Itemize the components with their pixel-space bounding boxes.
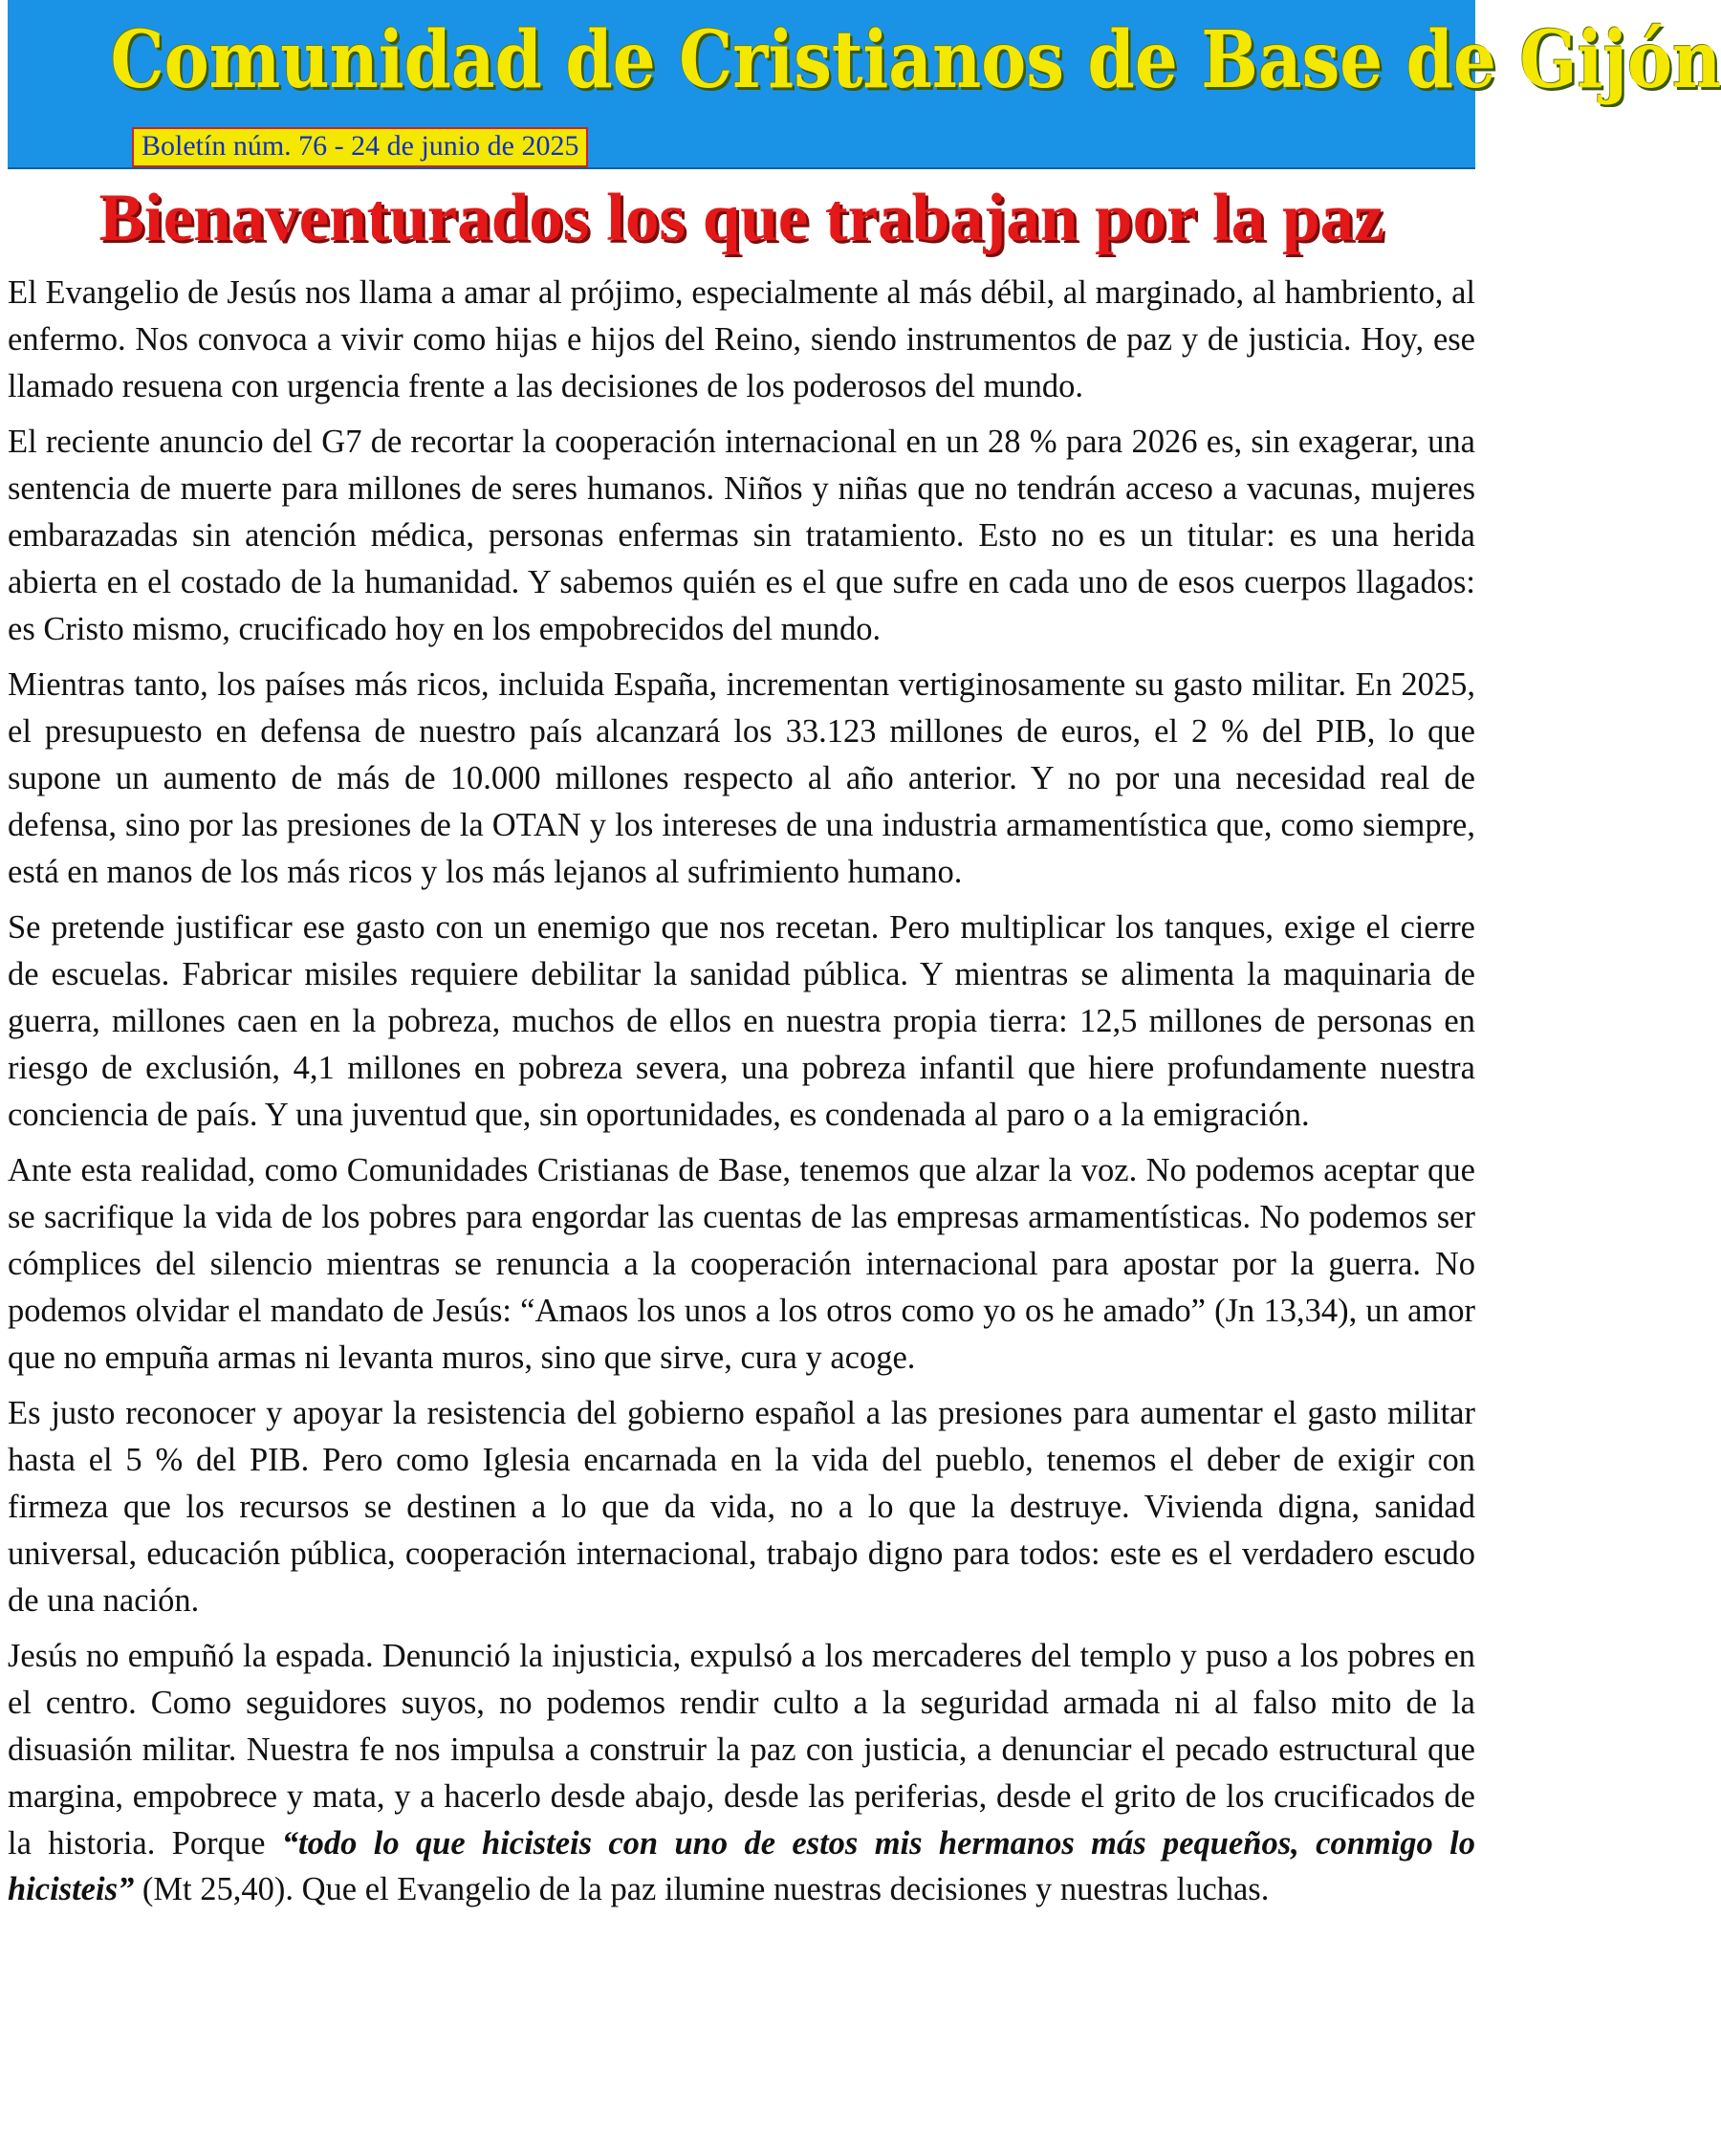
- closing-text-after-quote: (Mt 25,40). Que el Evangelio de la paz ilumine nuestras decisiones y nuestras luchas.: [134, 1871, 1270, 1908]
- masthead-title: Comunidad de Cristianos de Base de Gijón: [110, 14, 1721, 106]
- article-body: [8, 270, 1475, 1923]
- headline: Bienaventurados los que trabajan por la paz: [98, 181, 1384, 255]
- article-paragraph-5: Ante esta realidad, como Comunidades Cristianas de Base, tenemos que alzar la voz. No podemos aceptar que se sacrifique la vida de los pobres para engordar las cuentas de las empresas armamentísticas. No podemos ser cómplices del silencio mientras se renuncia a la cooperación internacional para apostar por la guerra. No podemos olvidar el mandato de Jesús: “Amaos los unos a los otros como yo os he amado” (Jn 13,34), un amor que no empuña armas ni levanta muros, sino que sirve, cura y acoge.: [8, 1152, 1475, 1376]
- article-paragraph-4: Se pretende justificar ese gasto con un enemigo que nos recetan. Pero multiplicar los tanques, exige el cierre de escuelas. Fabricar misiles requiere debilitar la sanidad pública. Y mientras se alimenta la maquinaria de guerra, millones caen en la pobreza, muchos de ellos en nuestra propia tierra: 12,5 millones de personas en riesgo de exclusión, 4,1 millones en pobreza severa, una pobreza infantil que hiere profundamente nuestra conciencia de país. Y una juventud que, sin oportunidades, es condenada al paro o a la emigración.: [8, 909, 1475, 1133]
- issue-label: Boletín núm. 76 - 24 de junio de 2025: [132, 127, 588, 167]
- gospel-quote: “todo lo que hicisteis con uno de estos mis hermanos más pequeños, conmigo lo hicisteis”: [8, 1824, 1475, 1908]
- article-paragraph-6: Es justo reconocer y apoyar la resistencia del gobierno español a las presiones para aumentar el gasto militar hasta el 5 % del PIB. Pero como Iglesia encarnada en la vida del pueblo, tenemos el deber de exigir con firmeza que los recursos se destinen a lo que da vida, no a lo que la destruye. Vivienda digna, sanidad universal, educación pública, cooperación internacional, trabajo digno para todos: este es el verdadero escudo de una nación.: [8, 1395, 1475, 1619]
- article-paragraph-1: El Evangelio de Jesús nos llama a amar al prójimo, especialmente al más débil, al marginado, al hambriento, al enfermo. Nos convoca a vivir como hijas e hijos del Reino, siendo instrumentos de paz y de justicia. Hoy, ese llamado resuena con urgencia frente a las decisiones de los poderosos del mundo.: [8, 274, 1475, 404]
- article-paragraph-3: Mientras tanto, los países más ricos, incluida España, incrementan vertiginosamente su gasto militar. En 2025, el presupuesto en defensa de nuestro país alcanzará los 33.123 millones de euros, el 2 % del PIB, lo que supone un aumento de más de 10.000 millones respecto al año anterior. Y no por una necesidad real de defensa, sino por las presiones de la OTAN y los intereses de una industria armamentística que, como siempre, está en manos de los más ricos y los más lejanos al sufrimiento humano.: [8, 666, 1475, 890]
- article-paragraph-7: [8, 1633, 1475, 1913]
- masthead-banner: [8, 0, 1721, 169]
- article-paragraph-2: El reciente anuncio del G7 de recortar la cooperación internacional en un 28 % para 2026 es, sin exagerar, una sentencia de muerte para millones de seres humanos. Niños y niñas que no tendrán acceso a vacunas, mujeres embarazadas sin atención médica, personas enfermas sin tratamiento. Esto no es un titular: es una herida abierta en el costado de la humanidad. Y sabemos quién es el que sufre en cada uno de esos cuerpos llagados: es Cristo mismo, crucificado hoy en los empobrecidos del mundo.: [8, 424, 1475, 647]
- closing-text-before-quote: Jesús no empuñó la espada. Denunció la injusticia, expulsó a los mercaderes del templo y puso a los pobres en el centro. Como seguidores suyos, no podemos rendir culto a la seguridad armada ni al falso mito de la disuasión militar. Nuestra fe nos impulsa a construir la paz con justicia, a denunciar el pecado estructural que margina, empobrece y mata, y a hacerlo desde abajo, desde las periferias, desde el grito de los crucificados de la historia. Porque: [8, 1638, 1475, 1862]
